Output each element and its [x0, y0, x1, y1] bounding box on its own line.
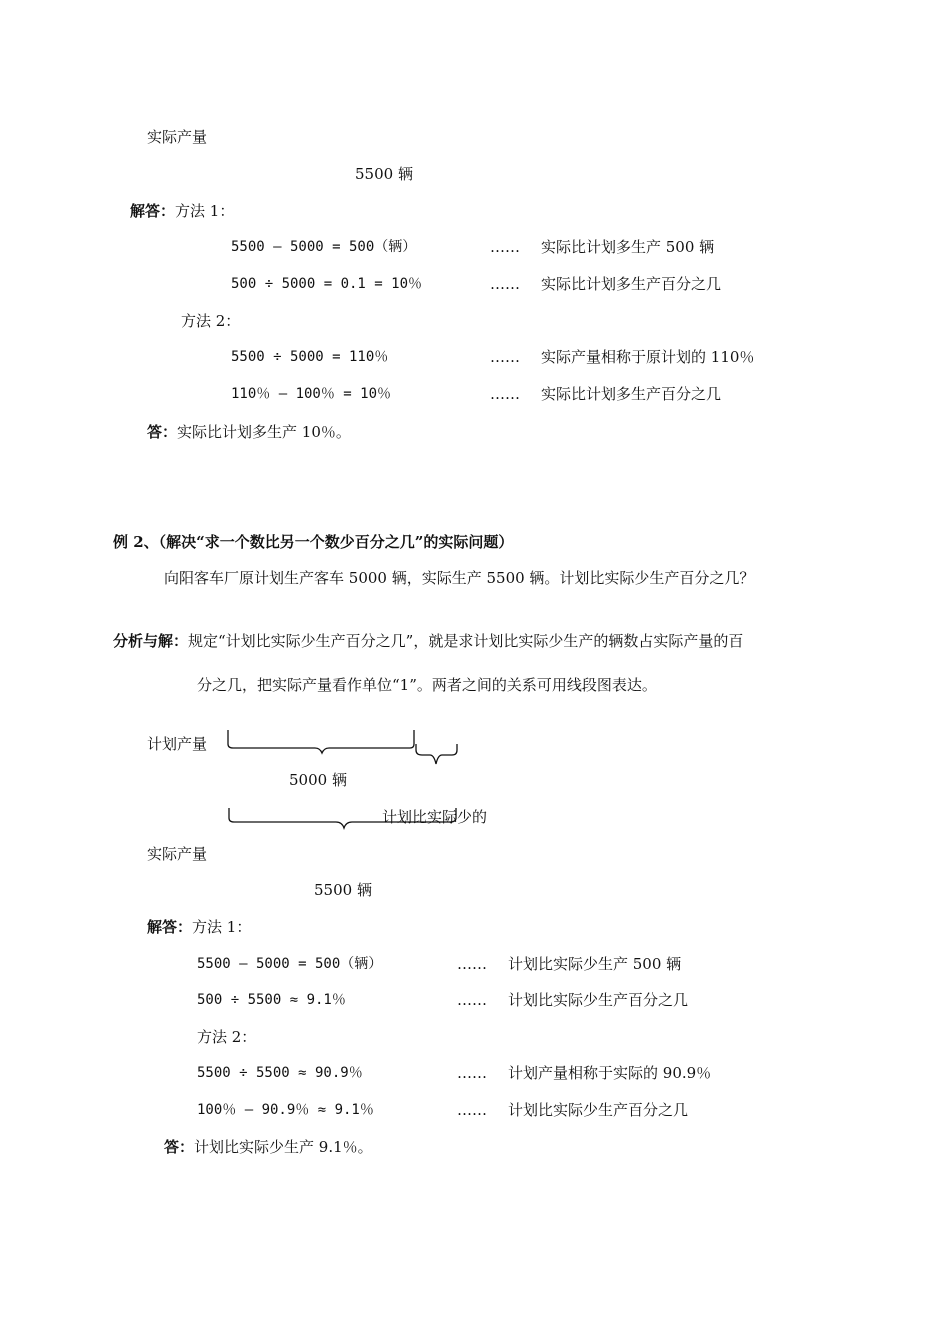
dots: ……: [490, 385, 520, 403]
dots: ……: [457, 1101, 487, 1119]
example-2-title: 例 2、（解决“求一个数比另一个数少百分之几”的实际问题）: [113, 533, 514, 551]
example-2-problem: 向阳客车厂原计划生产客车 5000 辆，实际生产 5500 辆。计划比实际少生产百分之几？: [164, 569, 755, 587]
method-1-label: 方法 1：: [175, 202, 235, 220]
dots: ……: [490, 238, 520, 256]
dots: ……: [490, 275, 520, 293]
planned-less-label: 计划比实际少的: [382, 808, 488, 826]
actual-brace: [229, 808, 456, 828]
method1-step1-note: 实际比计划多生产 500 辆: [541, 238, 715, 256]
method1-step1-expr: 5500 – 5000 = 500（辆）: [231, 239, 417, 255]
analysis-line-2: 分之几，把实际产量看作单位“1”。两者之间的关系可用线段图表达。: [197, 676, 657, 694]
method1-step2-expr: 500 ÷ 5500 ≈ 9.1％: [197, 992, 346, 1008]
planned-brace: [228, 730, 414, 753]
dots: ……: [457, 1064, 487, 1082]
method-2-label: 方法 2：: [197, 1028, 257, 1046]
method2-step2-note: 计划比实际少生产百分之几: [508, 1101, 689, 1119]
actual-output-label: 实际产量: [147, 845, 208, 863]
method1-step2-note: 计划比实际少生产百分之几: [508, 991, 689, 1009]
actual-output-label: 实际产量: [147, 128, 208, 146]
method-1-label: 方法 1：: [192, 918, 252, 936]
answer-heading-label: 解答：: [147, 918, 193, 936]
method1-step2-expr: 500 ÷ 5000 = 0.1 = 10％: [231, 276, 423, 292]
method2-step2-expr: 110％ – 100％ = 10％: [231, 386, 392, 402]
method-2-label: 方法 2：: [181, 312, 241, 330]
final-answer-label: 答：: [164, 1138, 195, 1156]
method2-step1-note: 实际产量相称于原计划的 110％: [541, 348, 755, 366]
method2-step2-note: 实际比计划多生产百分之几: [541, 385, 722, 403]
answer-heading: [147, 917, 251, 937]
method2-step2-expr: 100％ – 90.9％ ≈ 9.1％: [197, 1102, 374, 1118]
analysis-label: 分析与解：: [113, 632, 189, 650]
final-answer-text: 实际比计划多生产 10％。: [177, 423, 351, 441]
planned-output-value: 5000 辆: [289, 771, 347, 789]
dots: ……: [457, 991, 487, 1009]
method2-step1-note: 计划产量相称于实际的 90.9％: [508, 1064, 712, 1082]
method2-step1-expr: 5500 ÷ 5500 ≈ 90.9％: [197, 1065, 363, 1081]
final-answer-label: 答：: [147, 423, 178, 441]
planned-output-label: 计划产量: [147, 735, 208, 753]
actual-output-value: 5500 辆: [314, 881, 372, 899]
analysis-text-1: 规定“计划比实际少生产百分之几”，就是求计划比实际少生产的辆数占实际产量的百: [188, 632, 744, 650]
final-answer: [164, 1137, 373, 1157]
method1-step1-note: 计划比实际少生产 500 辆: [508, 955, 682, 973]
method1-step2-note: 实际比计划多生产百分之几: [541, 275, 722, 293]
answer-heading-label: 解答：: [130, 202, 176, 220]
actual-output-value: 5500 辆: [355, 165, 413, 183]
dots: ……: [490, 348, 520, 366]
final-answer-text: 计划比实际少生产 9.1％。: [194, 1138, 373, 1156]
dots: ……: [457, 955, 487, 973]
difference-brace: [416, 744, 457, 764]
method1-step1-expr: 5500 – 5000 = 500（辆）: [197, 956, 383, 972]
method2-step1-expr: 5500 ÷ 5000 = 110％: [231, 349, 389, 365]
